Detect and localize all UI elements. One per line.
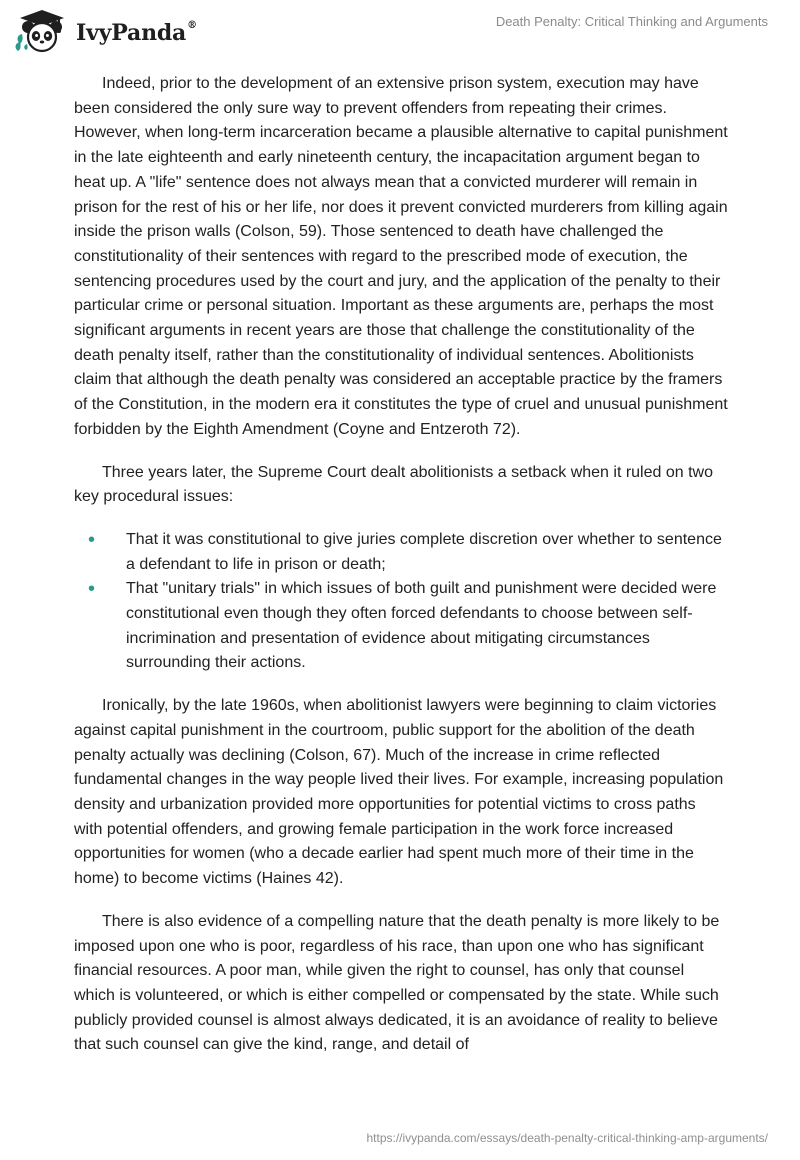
source-url-link[interactable]: https://ivypanda.com/essays/death-penalty-critical-thinking-amp-arguments/ bbox=[366, 1131, 768, 1145]
list-item bbox=[74, 528, 728, 577]
essay-content bbox=[74, 72, 728, 1076]
brand-name: IvyPanda® bbox=[76, 19, 197, 46]
list-item bbox=[74, 577, 728, 676]
panda-logo-icon bbox=[14, 8, 70, 54]
bullet-list bbox=[74, 528, 728, 676]
paragraph: Indeed, prior to the development of an extensive prison system, execution may have been considered the only sure way to prevent offenders from repeating their crimes. However, when long-term incarceration became a plausible alternative to capital punishment in the late eighteenth and early nineteenth century, the incapacitation argument began to heat up. A "life" sentence does not always mean that a convicted murderer will remain in prison for the rest of his or her life, nor does it prevent convicted murderers from killing again inside the prison walls (Colson, 59). Those sentenced to death have challenged the constitutionality of their sentences with regard to the prescribed mode of execution, the sentencing procedures used by the court and jury, and the application of the penalty to their particular crime or personal situation. Important as these arguments are, perhaps the most significant arguments in recent years are those that challenge the constitutionality of the death penalty itself, rather than the constitutionality of individual sentences. Abolitionists claim that although the death penalty was considered an acceptable practice by the framers of the Constitution, in the modern era it constitutes the type of cruel and unusual punishment forbidden by the Eighth Amendment (Coyne and Entzeroth 72). bbox=[74, 75, 728, 438]
paragraph: Ironically, by the late 1960s, when abolitionist lawyers were beginning to claim victories against capital punishment in the courtroom, public support for the abolition of the death penalty actually was declining (Colson, 67). Much of the increase in crime reflected fundamental changes in the way people lived their lives. For example, increasing population density and urbanization provided more opportunities for potential victims to cross paths with potential offenders, and growing female participation in the work force increased opportunities for women (who a decade earlier had spent much more of their time in the home) to become victims (Haines 42). bbox=[74, 697, 724, 888]
registered-mark: ® bbox=[187, 19, 197, 31]
paragraph: There is also evidence of a compelling nature that the death penalty is more likely to be imposed upon one who is poor, regardless of his race, than upon one who has significant financial resources. A poor man, while given the right to counsel, has only that counsel which is volunteered, or which is either compelled or compensated by the state. While such publicly provided counsel is almost always dedicated, it is an avoidance of reality to believe that such counsel can give the kind, range, and detail of bbox=[74, 912, 720, 1054]
page-header bbox=[0, 0, 800, 60]
bullet-icon: • bbox=[88, 528, 96, 551]
document-title: Death Penalty: Critical Thinking and Arguments bbox=[495, 14, 768, 29]
paragraph: Three years later, the Supreme Court dealt abolitionists a setback when it ruled on two key procedural issues: bbox=[74, 463, 713, 506]
list-item-text: That it was constitutional to give juries complete discretion over whether to sentence a defendant to life in prison or death; bbox=[126, 530, 722, 573]
list-item-text: That "unitary trials" in which issues of both guilt and punishment were decided were constitutional even though they often forced defendants to choose between self-incrimination and presentation of evidence about mitigating circumstances surrounding their actions. bbox=[126, 580, 717, 672]
ivypanda-logo[interactable] bbox=[14, 8, 197, 54]
bullet-icon: • bbox=[88, 578, 96, 601]
